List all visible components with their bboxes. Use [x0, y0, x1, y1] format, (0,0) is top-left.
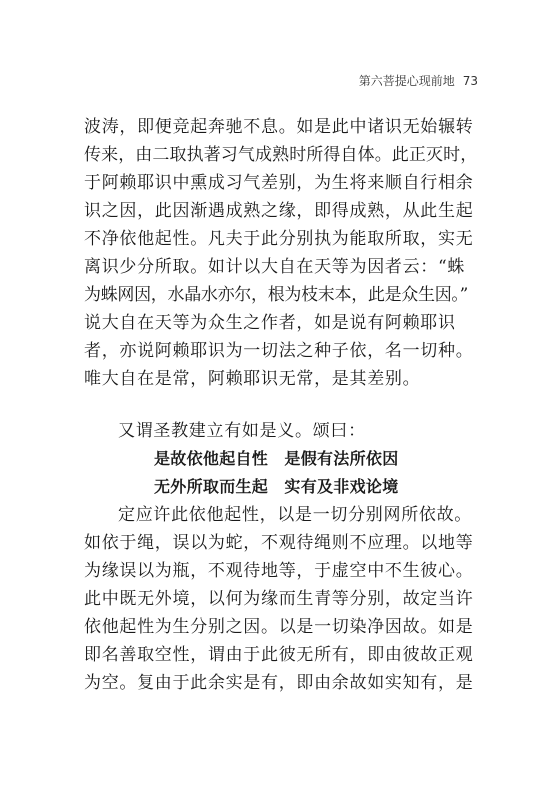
verse-intro: 又谓圣教建立有如是义。颂曰：	[118, 421, 366, 441]
text-line: 者，亦说阿赖耶识为一切法之种子依，名一切种。	[84, 341, 474, 361]
text-line: 为缘误以为瓶，不观待地等，于虚空中不生彼心。	[84, 561, 474, 581]
text-line: 即名善取空性，谓由于此彼无所有，即由彼故正观	[84, 645, 474, 665]
text-line: 定应许此依他起性，以是一切分别网所依故。	[118, 505, 472, 525]
text-line: 不净依他起性。凡夫于此分别执为能取所取，实无	[84, 229, 474, 249]
text-line: 波涛，即便竞起奔驰不息。如是此中诸识无始辗转	[84, 117, 474, 137]
text-line: 依他起性为生分别之因。以是一切染净因故。如是	[84, 617, 474, 637]
text-line: 此中既无外境，以何为缘而生青等分别，故定当许	[84, 589, 474, 609]
text-line: 传来，由二取执著习气成熟时所得自体。此正灭时，	[84, 145, 478, 165]
text-line: 为空。复由于此余实是有，即由余故如实知有，是	[84, 673, 474, 693]
chapter-title: 第六菩提心现前地	[358, 74, 455, 88]
verse-line: 无外所取而生起 实有及非戏论境	[154, 477, 399, 496]
running-header	[359, 72, 478, 89]
text-line: 于阿赖耶识中熏成习气差别，为生将来顺自行相余	[84, 173, 474, 193]
page-number: 73	[462, 74, 478, 88]
text-line: 说大自在天等为众生之作者，如是说有阿赖耶识	[84, 313, 456, 333]
text-line: 离识少分所取。如计以大自在天等为因者云：“蛛	[84, 257, 466, 277]
text-line: 如依于绳，误以为蛇，不观待绳则不应理。以地等	[84, 533, 474, 553]
paragraph-1	[84, 113, 480, 393]
text-line: 识之因，此因渐遇成熟之缘，即得成熟，从此生起	[84, 201, 474, 221]
verse-line: 是故依他起自性 是假有法所依因	[154, 449, 399, 468]
text-line: 唯大自在是常，阿赖耶识无常，是其差别。	[84, 369, 421, 389]
text-line: 为蛛网因，水晶水亦尔，根为枝末本，此是众生因。”	[84, 285, 468, 305]
paragraph-2	[84, 501, 480, 697]
page-body	[84, 113, 480, 697]
